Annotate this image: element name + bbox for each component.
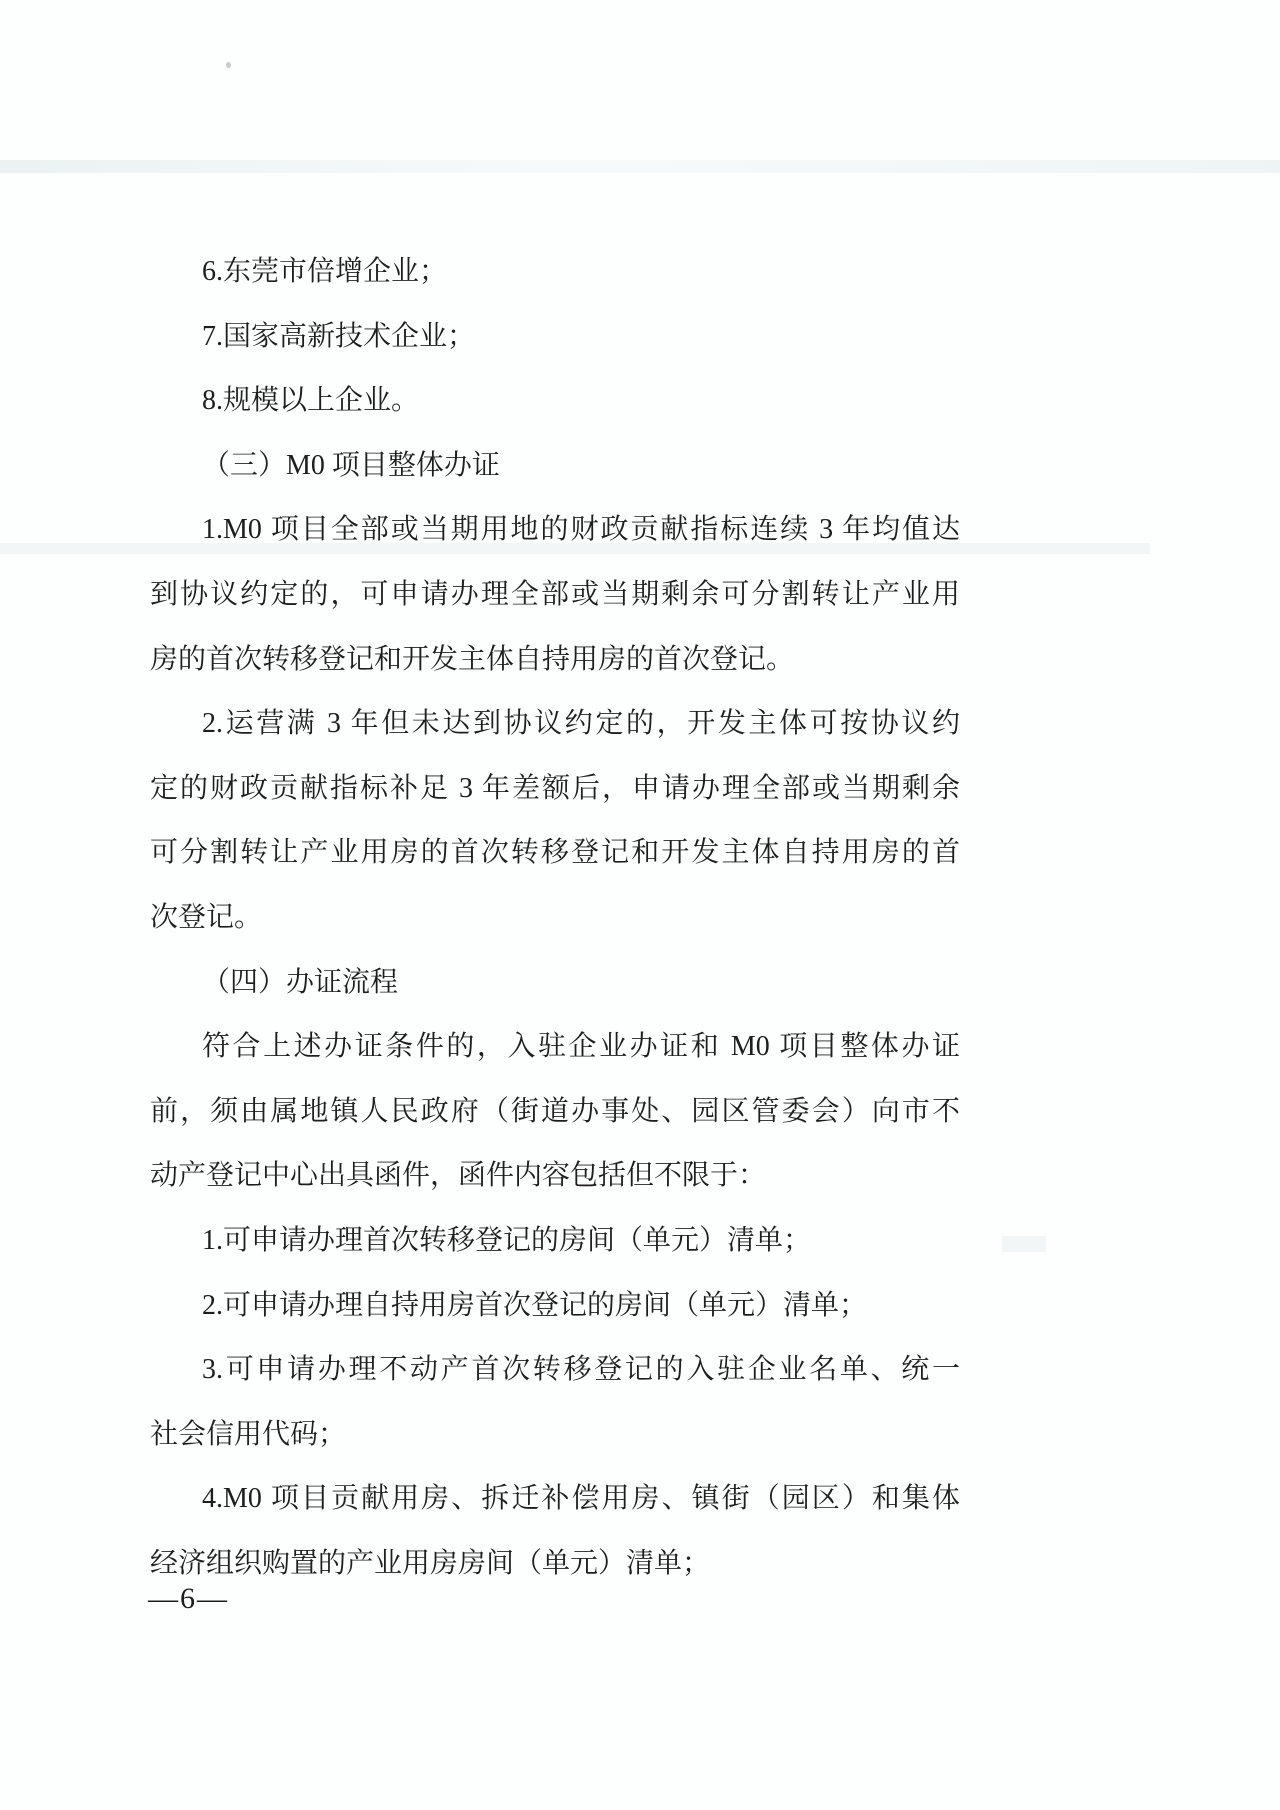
text-line: 到协议约定的，可申请办理全部或当期剩余可分割转让产业用	[150, 578, 960, 610]
text-line: 社会信用代码；	[150, 1418, 347, 1450]
scan-artifact-patch	[1002, 1236, 1046, 1252]
text-line: （四）办证流程	[202, 966, 399, 998]
text-line: 可分割转让产业用房的首次转移登记和开发主体自持用房的首	[150, 837, 960, 869]
text-line: 7.国家高新技术企业；	[202, 320, 476, 352]
text-line: 定的财政贡献指标补足 3 年差额后，申请办理全部或当期剩余	[150, 772, 960, 804]
text-line: 6.东莞市倍增企业；	[202, 256, 448, 287]
text-line: 1.M0 项目全部或当期用地的财政贡献指标连续 3 年均值达	[202, 514, 960, 546]
text-line: 4.M0 项目贡献用房、拆迁补偿用房、镇街（园区）和集体	[202, 1483, 960, 1515]
text-line: 房的首次转移登记和开发主体自持用房的首次登记。	[150, 643, 795, 675]
page-number: —6—	[148, 1582, 229, 1615]
text-line: 8.规模以上企业。	[202, 385, 420, 417]
text-line: 次登记。	[150, 901, 263, 933]
scan-artifact-speck	[226, 62, 231, 68]
text-line: 3.可申请办理不动产首次转移登记的入驻企业名单、统一	[202, 1354, 960, 1386]
text-line: 前，须由属地镇人民政府（街道办事处、园区管委会）向市不	[150, 1095, 960, 1127]
text-line: 2.可申请办理自持用房首次登记的房间（单元）清单；	[202, 1289, 868, 1321]
scan-artifact-band-top	[0, 160, 1280, 173]
text-line: （三）M0 项目整体办证	[202, 449, 500, 481]
document-body-text	[150, 240, 960, 1596]
text-line: 动产登记中心出具函件，函件内容包括但不限于：	[150, 1160, 767, 1192]
text-line: 经济组织购置的产业用房房间（单元）清单；	[150, 1547, 711, 1579]
text-line: 1.可申请办理首次转移登记的房间（单元）清单；	[202, 1224, 812, 1256]
text-line: 2.运营满 3 年但未达到协议约定的，开发主体可按协议约	[202, 708, 960, 740]
text-line: 符合上述办证条件的，入驻企业办证和 M0 项目整体办证	[202, 1031, 960, 1063]
